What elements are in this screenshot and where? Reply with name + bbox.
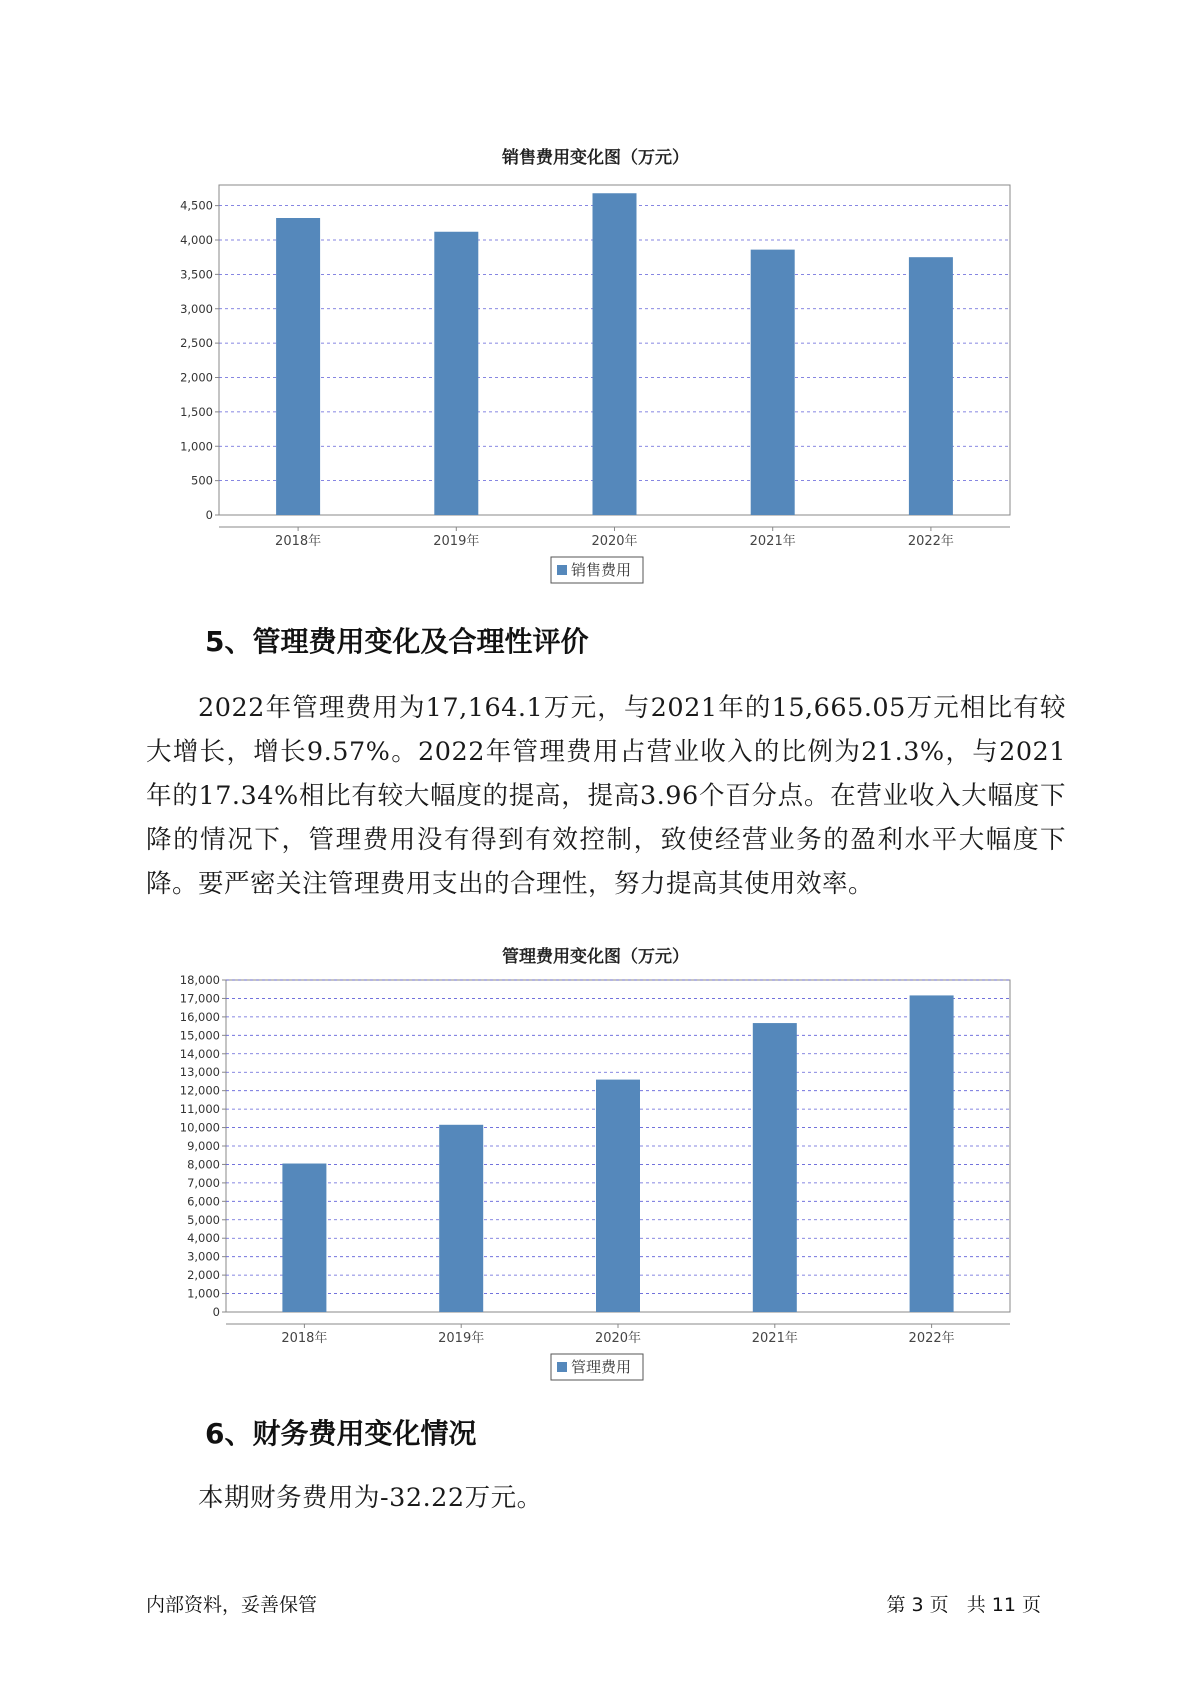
admin-ytick-label: 5,000 — [187, 1212, 220, 1227]
admin-ytick-label: 17,000 — [179, 991, 220, 1006]
footer-confidential-note: 内部资料，妥善保管 — [146, 1594, 318, 1616]
admin-ytick-label: 3,000 — [187, 1249, 220, 1264]
admin-ytick-label: 0 — [212, 1305, 220, 1319]
admin-ytick-label: 1,000 — [187, 1286, 220, 1301]
sales-legend-swatch — [557, 565, 567, 575]
sales-bar — [434, 232, 478, 515]
admin-ytick-label: 14,000 — [179, 1046, 220, 1061]
sales-ytick-label: 4,000 — [180, 233, 213, 247]
sales-xtick-label: 2019年 — [433, 534, 480, 549]
sales-xtick-label: 2022年 — [907, 534, 954, 549]
sales-legend-label: 销售费用 — [571, 561, 632, 579]
admin-bar — [596, 1080, 640, 1312]
admin-bar — [753, 1023, 797, 1312]
sales-ytick-label: 2,500 — [180, 336, 213, 351]
admin-ytick-label: 10,000 — [179, 1120, 220, 1135]
sales-chart-title: 销售费用变化图（万元） — [502, 148, 689, 168]
admin-xtick-label: 2019年 — [438, 1331, 485, 1346]
sales-xtick-label: 2021年 — [749, 534, 796, 549]
admin-chart-title: 管理费用变化图（万元） — [502, 947, 689, 967]
section-5-paragraph: 2022年管理费用为17,164.1万元，与2021年的15,665.05万元相比有较大增长，增长9.57%。2022年管理费用占营业收入的比例为21.3%，与2021年的17.34%相比有较大幅度的提高，提高3.96个百分点。在营业收入大幅度下降的情况下，管理费用没有得到有效控制，致使经营业务的盈利水平大幅度下降。要严密关注管理费用支出的合理性，努力提高其使用效率。 — [146, 693, 1066, 899]
admin-ytick-label: 9,000 — [187, 1139, 220, 1153]
admin-bar — [439, 1125, 483, 1312]
sales-ytick-label: 4,500 — [180, 198, 213, 213]
admin-ytick-label: 15,000 — [179, 1028, 220, 1043]
sales-xtick-label: 2018年 — [275, 534, 322, 549]
admin-ytick-label: 16,000 — [179, 1009, 220, 1024]
sales-bar — [276, 218, 320, 515]
admin-xtick-label: 2020年 — [594, 1331, 642, 1346]
sales-ytick-label: 1,000 — [180, 439, 213, 454]
admin-legend-swatch — [557, 1362, 567, 1372]
admin-chart — [0, 965, 1191, 1385]
admin-legend — [551, 1354, 643, 1380]
admin-ytick-label: 6,000 — [187, 1194, 220, 1209]
sales-ytick-label: 2,000 — [180, 370, 213, 385]
sales-ytick-label: 3,000 — [180, 301, 213, 316]
admin-bar — [910, 995, 954, 1312]
sales-ytick-label: 500 — [191, 473, 213, 488]
sales-bar — [909, 257, 953, 515]
sales-bar — [751, 250, 795, 515]
sales-bar — [593, 193, 637, 515]
sales-chart — [0, 170, 1191, 590]
admin-ytick-label: 7,000 — [187, 1175, 220, 1190]
footer-page-number: 第 3 页 共 11 页 — [886, 1594, 1041, 1616]
admin-xtick-label: 2021年 — [751, 1331, 798, 1346]
admin-ytick-label: 13,000 — [179, 1065, 220, 1080]
sales-ytick-label: 3,500 — [180, 267, 213, 282]
admin-ytick-label: 18,000 — [179, 973, 220, 987]
section-5-heading: 5、管理费用变化及合理性评价 — [205, 625, 589, 658]
sales-ytick-label: 1,500 — [180, 404, 213, 419]
admin-bar — [282, 1164, 326, 1312]
admin-ytick-label: 4,000 — [187, 1231, 220, 1246]
sales-legend — [551, 557, 643, 583]
admin-ytick-label: 2,000 — [187, 1268, 220, 1283]
admin-legend-label: 管理费用 — [571, 1358, 632, 1376]
section-6-heading: 6、财务费用变化情况 — [205, 1417, 477, 1450]
admin-xtick-label: 2022年 — [908, 1331, 955, 1346]
section-6-paragraph: 本期财务费用为-32.22万元。 — [198, 1483, 543, 1513]
admin-xtick-label: 2018年 — [281, 1331, 328, 1346]
admin-ytick-label: 8,000 — [187, 1157, 220, 1172]
sales-ytick-label: 0 — [205, 508, 213, 522]
admin-ytick-label: 11,000 — [179, 1102, 220, 1117]
sales-xtick-label: 2020年 — [591, 534, 638, 549]
admin-ytick-label: 12,000 — [179, 1083, 220, 1098]
